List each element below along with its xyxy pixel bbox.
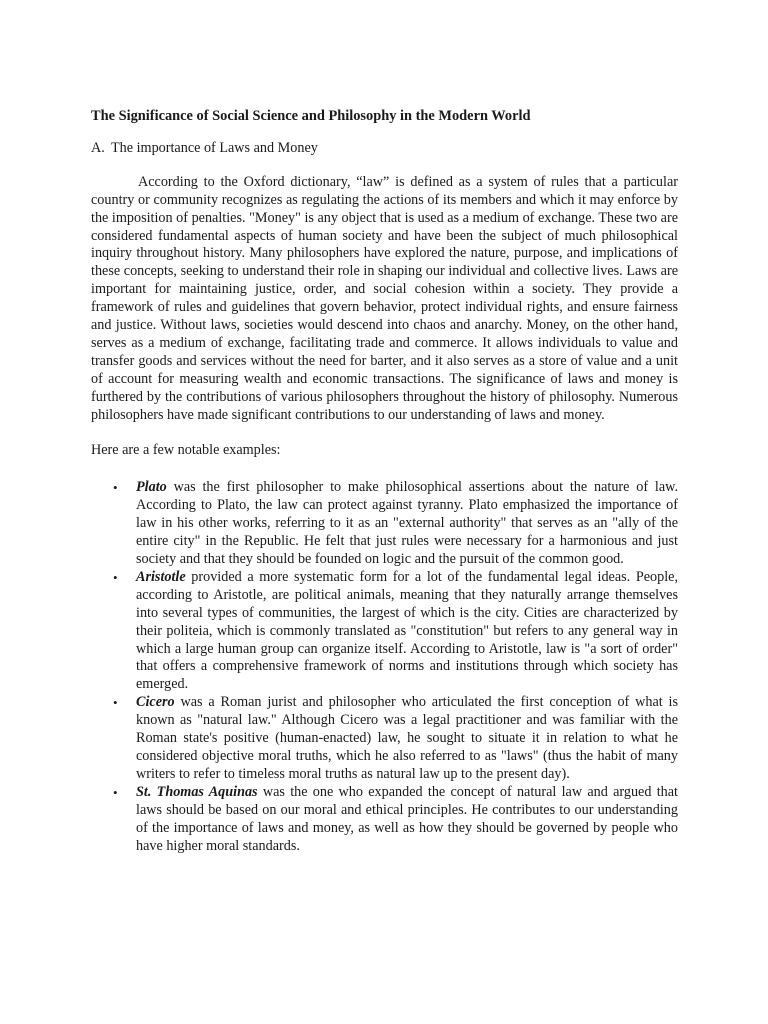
philosopher-name: Aristotle — [136, 568, 186, 585]
document-title: The Significance of Social Science and Philosophy in the Modern World — [91, 108, 531, 124]
philosopher-list — [91, 479, 678, 855]
list-item-cicero — [91, 694, 678, 784]
philosopher-description: was the one who expanded the concept of natural law and argued that laws should be based on our moral and ethical principles. He contributes to our understanding of the importance of laws and money, as well as how they should be governed by people who have higher moral standards. — [136, 783, 678, 854]
list-item-plato — [91, 479, 678, 569]
philosopher-name: Plato — [136, 479, 167, 496]
section-letter: A. — [91, 139, 105, 156]
body-paragraph: According to the Oxford dictionary, “law” is defined as a system of rules that a particular country or community recognizes as regulating the actions of its members and which it may enforce by the imposition of penalties. "Money" is any object that is used as a medium of exchange. These two are considered fundamental aspects of human society and have been the subject of much philosophical inquiry throughout history. Many philosophers have explored the nature, purpose, and implications of these concepts, seeking to understand their role in shaping our individual and collective lives. Laws are important for maintaining justice, order, and social cohesion within a society. They provide a framework of rules and guidelines that govern behavior, protect individual rights, and ensure fairness and justice. Without laws, societies would descend into chaos and anarchy. Money, on the other hand, serves as a medium of exchange, facilitating trade and commerce. It allows individuals to value and transfer goods and services without the need for barter, and it also serves as a store of value and a unit of account for measuring wealth and economic transactions. The significance of laws and money is furthered by the contributions of various philosophers throughout the history of philosophy. Numerous philosophers have made significant contributions to our understanding of laws and money. — [91, 173, 678, 423]
bullet-icon: • — [113, 480, 118, 496]
section-title: The importance of Laws and Money — [111, 139, 318, 156]
philosopher-description: provided a more systematic form for a lot of the fundamental legal ideas. People, according to Aristotle, are political animals, meaning that they naturally arrange themselves into several types of communities, the largest of which is the city. Cities are characterized by their politeia, which is commonly translated as "constitution" but refers to any general way in which a large human group can organize itself. According to Aristotle, law is "a sort of order" that offers a comprehensive framework of norms and institutions through which society has emerged. — [136, 568, 678, 693]
examples-intro: Here are a few notable examples: — [91, 441, 281, 458]
section-heading — [91, 140, 678, 158]
bullet-icon: • — [113, 695, 118, 711]
philosopher-description: was the first philosopher to make philosophical assertions about the nature of law. According to Plato, the law can protect against tyranny. Plato emphasized the importance of law in his other works, referring to it as an "external authority" that serves as an "ally of the entire city" in the Republic. He felt that just rules were necessary for a harmonious and just society and that they should be founded on logic and the pursuit of the common good. — [136, 479, 678, 568]
bullet-icon: • — [113, 569, 118, 585]
document-page — [91, 108, 678, 855]
bullet-icon: • — [113, 784, 118, 800]
philosopher-description: was a Roman jurist and philosopher who articulated the first conception of what is known as "natural law." Although Cicero was a legal practitioner and was familiar with the Roman state's positive (human-enacted) law, he sought to situate it in relation to what he considered objective moral truths, which he also referred to as "laws" (thus the habit of many writers to refer to timeless moral truths as natural law up to the present day). — [136, 694, 678, 782]
list-item-aristotle — [91, 569, 678, 694]
philosopher-name: Cicero — [136, 694, 175, 711]
philosopher-name: St. Thomas Aquinas — [136, 783, 258, 800]
list-item-aquinas — [91, 784, 678, 856]
